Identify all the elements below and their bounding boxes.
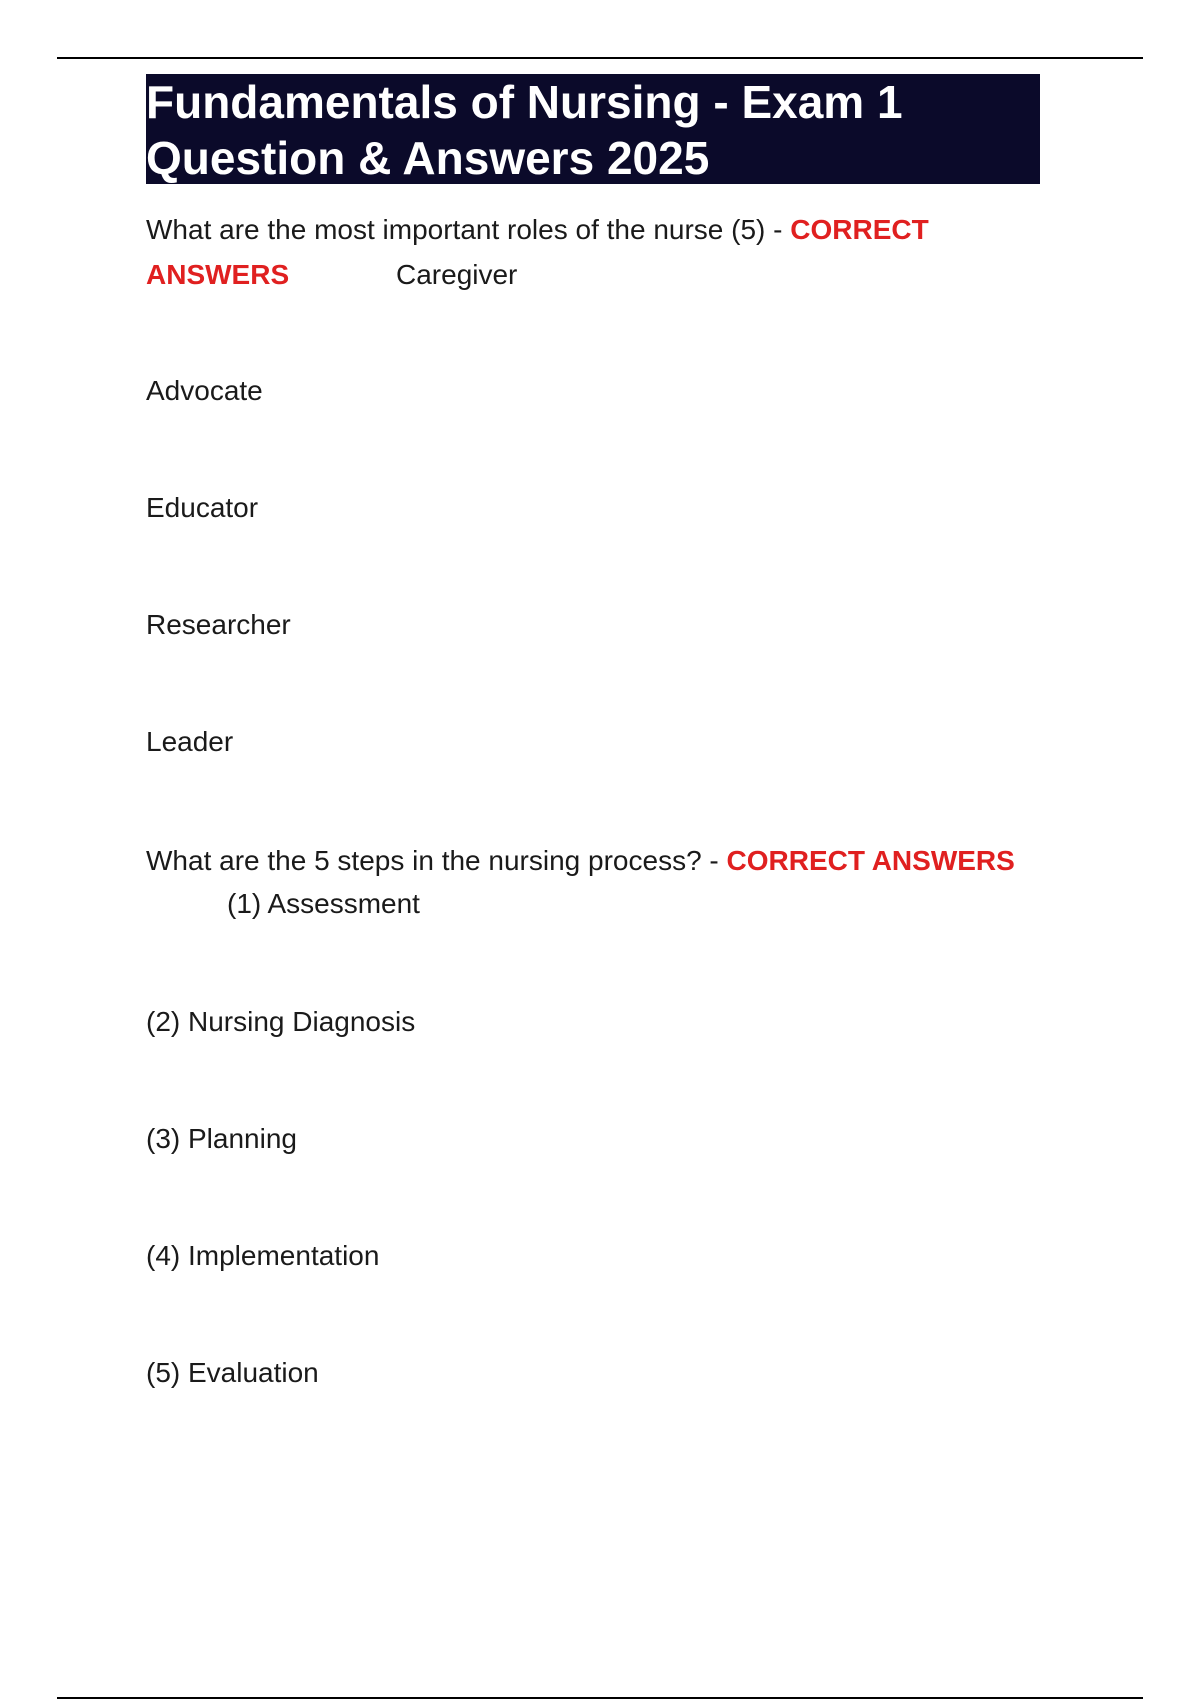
answer-nursing-diagnosis: (2) Nursing Diagnosis xyxy=(146,1006,416,1037)
answer-assessment: (1) Assessment xyxy=(227,888,420,919)
question-2-text: What are the 5 steps in the nursing process? - xyxy=(146,845,727,876)
footer-rule xyxy=(57,1697,1143,1699)
answer-advocate: Advocate xyxy=(146,375,263,406)
answer-educator: Educator xyxy=(146,492,259,523)
question-2 xyxy=(146,843,1015,879)
correct-answers-tag-part-1: CORRECT xyxy=(790,214,929,245)
document-title-line-1: Fundamentals of Nursing - Exam 1 xyxy=(146,76,903,128)
answer-planning: (3) Planning xyxy=(146,1123,297,1154)
answer-researcher: Researcher xyxy=(146,609,291,640)
correct-answers-tag-part-2: ANSWERS xyxy=(146,259,290,290)
question-1 xyxy=(146,212,929,248)
answer-implementation: (4) Implementation xyxy=(146,1240,380,1271)
header-rule xyxy=(57,57,1143,59)
document-title-line-2: Question & Answers 2025 xyxy=(146,132,710,184)
correct-answers-tag: CORRECT ANSWERS xyxy=(726,845,1015,876)
answer-leader: Leader xyxy=(146,726,234,757)
question-1-text: What are the most important roles of the nurse (5) - xyxy=(146,214,791,245)
answer-evaluation: (5) Evaluation xyxy=(146,1357,319,1388)
answer-caregiver: Caregiver xyxy=(396,259,518,290)
